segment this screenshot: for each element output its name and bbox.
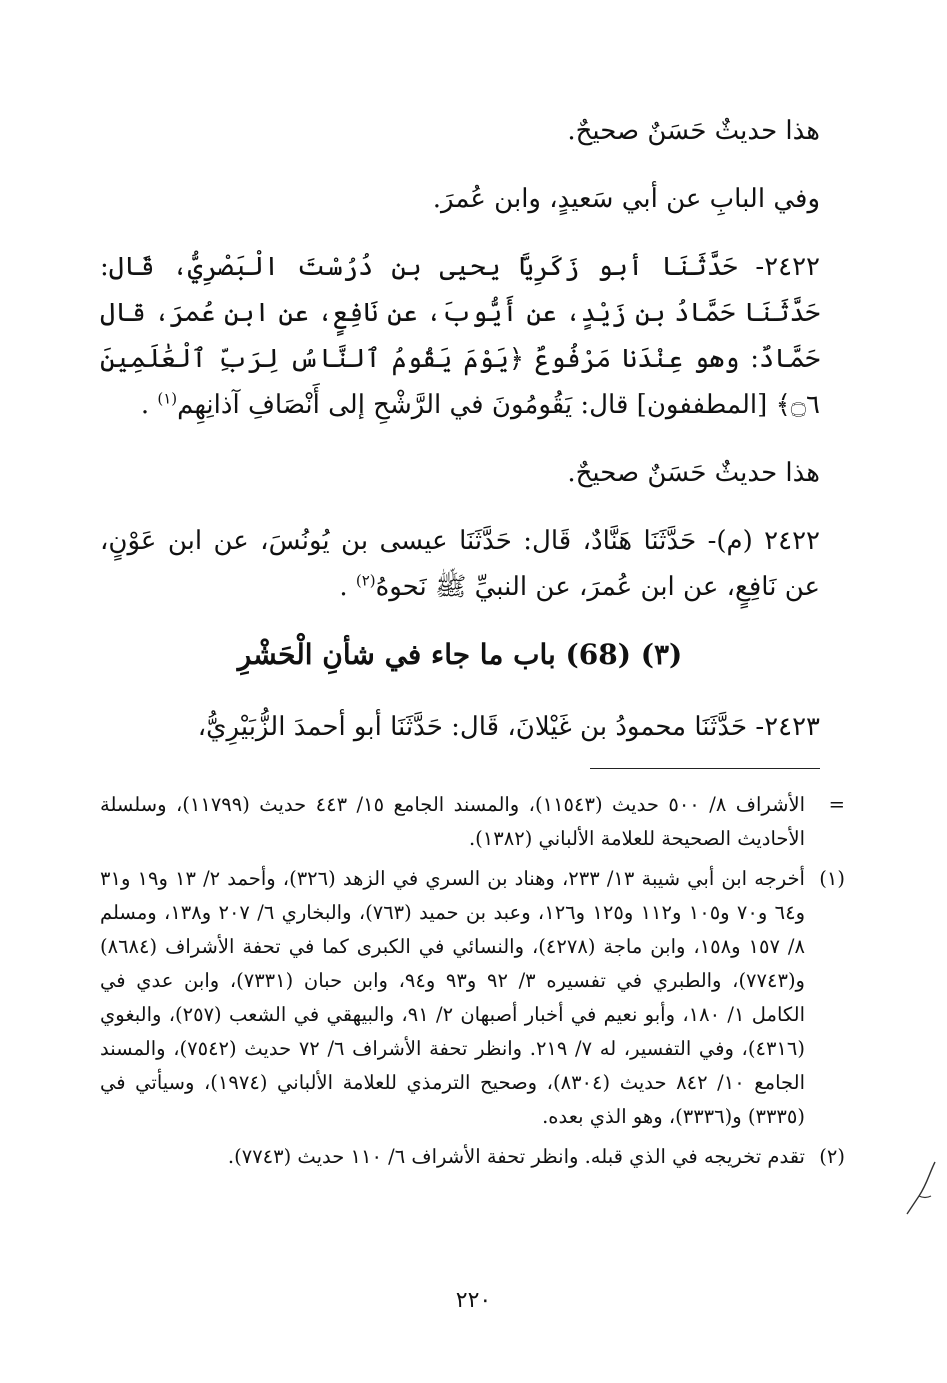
hadith-2422m-end: . <box>339 572 348 602</box>
paragraph-bab-note: وفي البابِ عن أبي سَعيدٍ، وابن عُمرَ. <box>432 184 820 214</box>
paragraph-hadith-2423: ٢٤٢٣- حَدَّثَنَا محمودُ بن غَيْلانَ، قَال: حَدَّثَنَا أبو أحمدَ الزُّبَيْرِيُّ، <box>197 712 820 742</box>
chapter-heading: (٣) (68) باب ما جاء في شأنِ الْحَشْرِ <box>237 638 683 671</box>
footnote-text: الأشراف ٨/ ٥٠٠ حديث (١١٥٤٣)، والمسند الجامع ١٥/ ٤٤٣ حديث (١١٧٩٩)، وسلسلة الأحاديث الصحيحة للعلامة الألباني (١٣٨٢). <box>100 793 806 850</box>
footnote-2 <box>100 1140 845 1174</box>
hadith-2422m-text: ٢٤٢٢ (م)- حَدَّثَنَا هَنَّادٌ، قَال: حَدَّثَنَا عيسى بن يُونُسَ، عن ابن عَوْنٍ، عن نَافِعٍ، عن ابن عُمرَ، عن النبيِّ ﷺ نَحوهُ <box>100 526 820 602</box>
footnote-marker: = <box>828 793 845 816</box>
paragraph-hadith-2422m <box>100 518 820 610</box>
footnote-text: تقدم تخريجه في الذي قبله. وانظر تحفة الأشراف ٦/ ١١٠ حديث (٧٧٤٣). <box>227 1145 805 1168</box>
paragraph-hadith-2422 <box>100 244 820 428</box>
footnote-ref-2[interactable]: (٢) <box>355 571 376 590</box>
page-number: ٢٢٠ <box>455 1288 492 1313</box>
paragraph-hadith-grade-2: هذا حديثٌ حَسَنٌ صحيحٌ. <box>567 458 820 488</box>
hadith-2422-isnad: ٢٤٢٢- حَدَّثَنَا أبو زَكَرِيَّا يحيى بن دُرُسْتَ الْبَصْرِيُّ، قَال: حَدَّثَنَا حَمَّادُ بن زَيْدٍ، عن أَيُّوبَ، عن نَافِعٍ، عن ابن عُمرَ، قال حَمَّادٌ: وهو عِنْدَنا مَرْفُوعٌ <box>100 252 820 374</box>
footnote-1 <box>100 862 845 1134</box>
paragraph-hadith-grade-1: هذا حديثٌ حَسَنٌ صحيحٌ. <box>567 116 820 146</box>
quran-verse: ﴿يَوْمَ يَقُومُ ٱلنَّاسُ لِرَبِّ ٱلْعَٰلَمِينَ ۝٦﴾ <box>100 344 820 420</box>
footnote-ref-1[interactable]: (١) <box>157 389 178 408</box>
footnote-text: أخرجه ابن أبي شيبة ١٣/ ٢٣٣، وهناد بن السري في الزهد (٣٢٦)، وأحمد ٢/ ١٣ و١٩ و٣١ و٦٤ و٧٠ و١٠٥ و١١٢ و١٢٥ و١٢٦، وعبد بن حميد (٧٦٣)، والبخاري ٦/ ٢٠٧ و١٣٨، ومسلم ٨/ ١٥٧ و١٥٨، وابن ماجة (٤٢٧٨)، والنسائي في الكبرى كما في تحفة الأشراف (٨٦٨٤) و(٧٧٤٣)، والطبري في تفسيره ٣/ ٩٢ و٩٣ و٩٤، وابن حبان (٧٣٣١)، وابن عدي في الكامل ١/ ١٨٠، وأبو نعيم في أخبار أصبهان ٢/ ٩١، والبيهقي في الشعب (٢٥٧)، والبغوي (٤٣١٦)، وفي التفسير، له ٧/ ٢١٩. وانظر تحفة الأشراف ٦/ ٧٢ حديث (٧٥٤٢)، والمسند الجامع ١٠/ ٨٤٢ حديث (٨٣٠٤)، وصحيح الترمذي للعلامة الألباني (١٩٧٤)، وسيأتي في (٣٣٣٥) و(٣٣٣٦)، وهو الذي بعده. <box>100 867 806 1128</box>
hadith-2422-matn: [المطففون] قال: يَقُومُونَ في الرَّشْحِ إلى أَنْصَافِ آذانِهِم <box>177 390 768 420</box>
margin-pen-mark <box>905 1160 939 1220</box>
footnote-continued <box>100 788 845 856</box>
footnote-marker: (١) <box>819 867 845 890</box>
hadith-2422-end: . <box>140 390 150 420</box>
footnote-divider <box>590 768 820 769</box>
footnotes <box>100 788 845 1180</box>
footnote-marker: (٢) <box>819 1145 845 1168</box>
main-text <box>100 108 820 768</box>
